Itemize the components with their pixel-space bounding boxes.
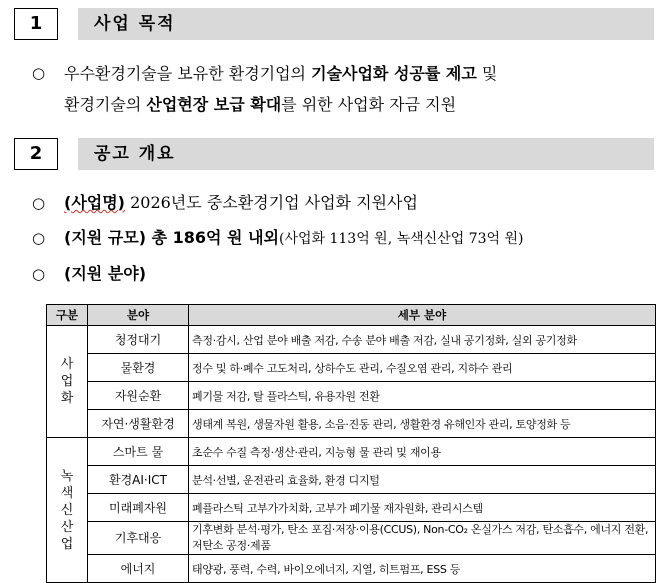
- header-field: 분야: [88, 305, 189, 326]
- section-2-title: 공고 개요: [94, 144, 176, 164]
- detail-cell: 생태계 복원, 생물자원 활용, 소음·진동 관리, 생활환경 유해인자 관리, 토양정화 등: [189, 410, 656, 438]
- detail-cell: 폐플라스틱 고부가가치화, 고부가 폐기물 재자원화, 관리시스템: [189, 494, 656, 522]
- field-cell: 미래폐자원: [88, 494, 189, 522]
- table-row: [47, 466, 656, 494]
- purpose-line-1: [64, 61, 497, 84]
- table-row: [47, 354, 656, 382]
- group-label: 녹색신산업: [60, 468, 74, 552]
- purpose-highlight: 기술사업화 성공률 제고: [311, 64, 477, 83]
- table-row: [47, 382, 656, 410]
- bullet-icon: ○: [32, 265, 46, 283]
- group-green-industry: [47, 438, 88, 583]
- detail-cell: 초순수 수질 측정·생산·관리, 지능형 물 관리 및 재이용: [189, 438, 656, 466]
- detail-cell: 태양광, 풍력, 수력, 바이오에너지, 지열, 히트펌프, ESS 등: [189, 555, 656, 583]
- field-line: [64, 261, 146, 284]
- purpose-line-2: [64, 92, 456, 115]
- table-row: [47, 410, 656, 438]
- section-1-number: 1: [14, 8, 58, 40]
- bullet-icon: ○: [32, 229, 46, 247]
- table-row: [47, 494, 656, 522]
- field-cell: 스마트 물: [88, 438, 189, 466]
- table-row: [47, 438, 656, 466]
- detail-cell: 분석·선별, 운전관리 효율화, 환경 디지털: [189, 466, 656, 494]
- budget-label: (지원 규모): [64, 228, 147, 247]
- field-cell: 기후대응: [88, 522, 189, 555]
- bullet-icon: ○: [32, 194, 46, 212]
- support-field-table: [46, 304, 656, 583]
- field-cell: 자연·생활환경: [88, 410, 189, 438]
- purpose-text: 및: [476, 64, 498, 83]
- detail-cell: 기후변화 분석·평가, 탄소 포집·저장·이용(CCUS), Non-CO₂ 온실가스 저감, 탄소흡수, 에너지 전환, 저탄소 공정·제품: [189, 522, 656, 555]
- program-name-value: 2026년도 중소환경기업 사업화 지원사업: [125, 193, 418, 212]
- purpose-highlight: 산업현장 보급 확대: [146, 95, 282, 114]
- group-commercialization: [47, 326, 88, 438]
- detail-cell: 정수 및 하·폐수 고도처리, 상하수도 관리, 수질오염 관리, 지하수 관리: [189, 354, 656, 382]
- detail-cell: 측정·감시, 산업 분야 배출 저감, 수송 분야 배출 저감, 실내 공기정화, 실외 공기정화: [189, 326, 656, 354]
- group-label: 사업화: [60, 357, 74, 406]
- field-cell: 환경AI·ICT: [88, 466, 189, 494]
- program-name-label: (사업명): [64, 193, 125, 212]
- header-detail: 세부 분야: [189, 305, 656, 326]
- program-name-line: [64, 190, 418, 213]
- detail-cell: 폐기물 저감, 탈 플라스틱, 유용자원 전환: [189, 382, 656, 410]
- purpose-text: 를 위한 사업화 자금 지원: [281, 95, 457, 114]
- table-row: [47, 522, 656, 555]
- field-cell: 물환경: [88, 354, 189, 382]
- table-row: [47, 555, 656, 583]
- section-2-header: [14, 138, 654, 172]
- table-row: [47, 326, 656, 354]
- field-cell: 청정대기: [88, 326, 189, 354]
- field-label: (지원 분야): [64, 264, 147, 283]
- budget-breakdown: (사업화 113억 원, 녹색신산업 73억 원): [279, 231, 524, 247]
- header-category: 구분: [47, 305, 88, 326]
- bullet-icon: ○: [32, 64, 46, 82]
- budget-total: 총 186억 원 내외: [146, 228, 279, 247]
- budget-line: [64, 225, 523, 248]
- section-2-number: 2: [14, 138, 58, 170]
- purpose-text: 환경기술의: [64, 95, 147, 114]
- section-1-title: 사업 목적: [94, 14, 176, 34]
- section-1-header: [14, 8, 654, 42]
- table-header-row: [47, 305, 656, 326]
- field-cell: 자원순환: [88, 382, 189, 410]
- purpose-text: 우수환경기술을 보유한 환경기업의: [64, 64, 312, 83]
- field-cell: 에너지: [88, 555, 189, 583]
